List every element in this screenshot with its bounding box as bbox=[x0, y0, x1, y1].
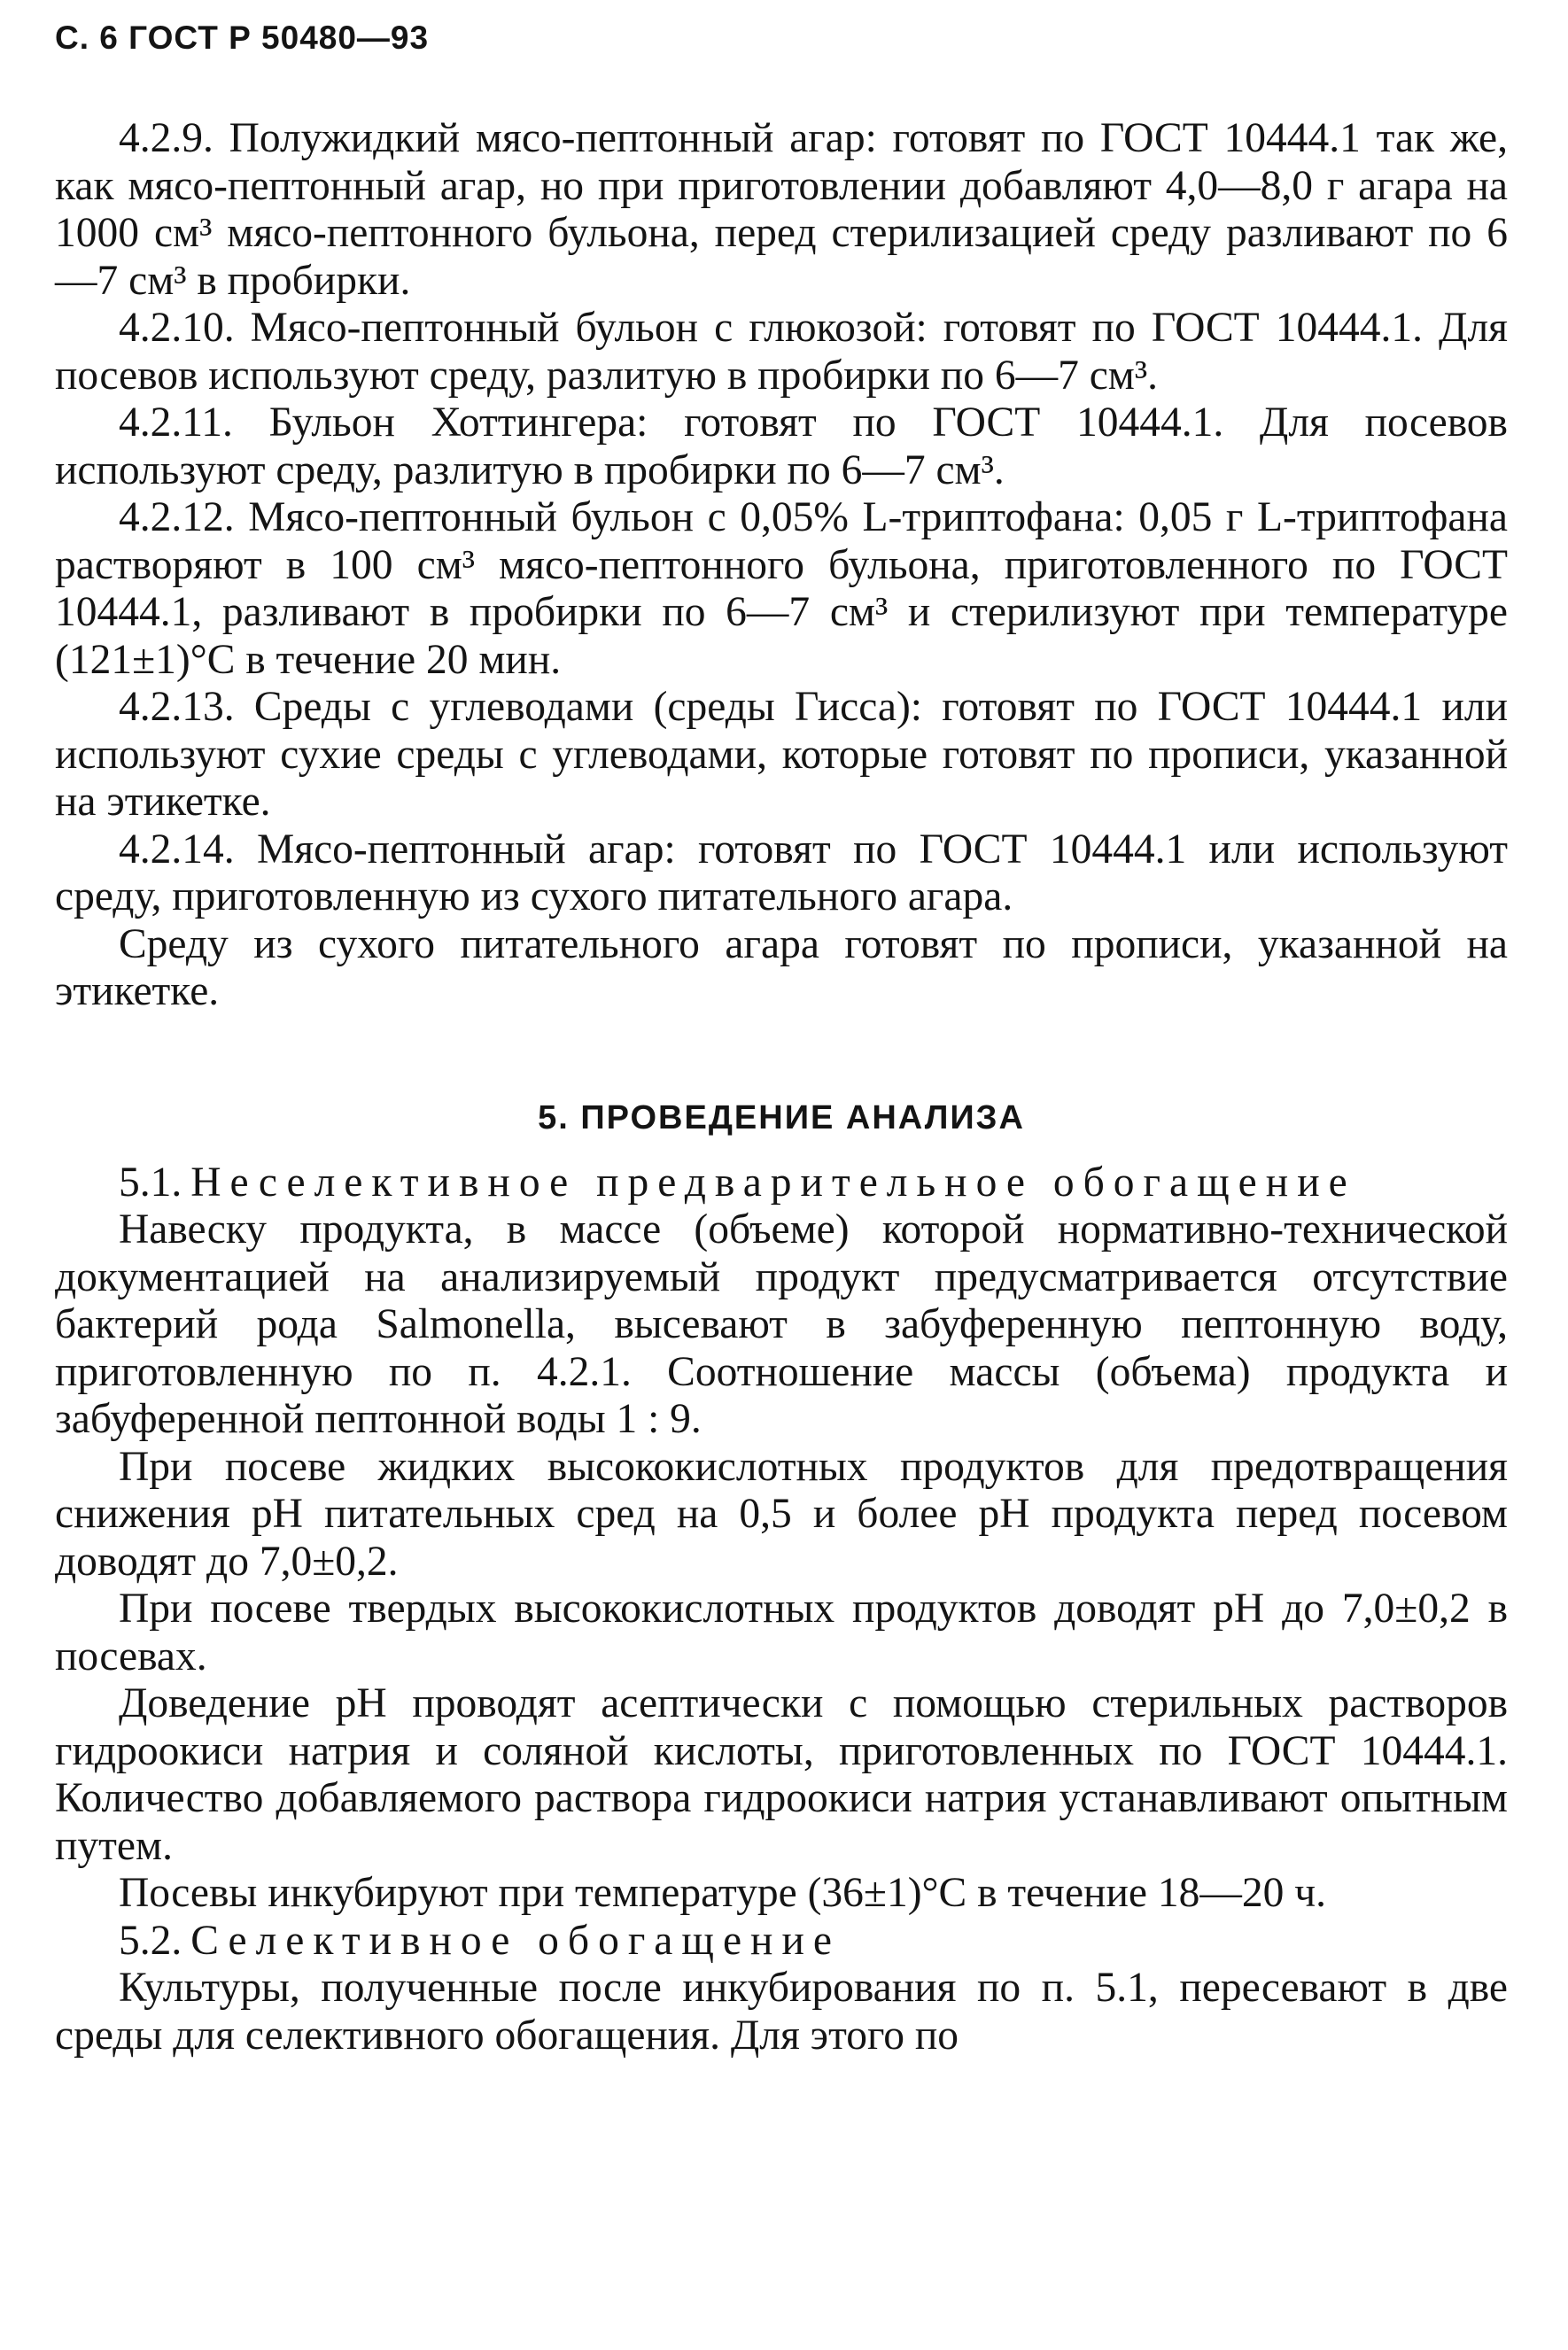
paragraph-4-2-14: 4.2.14. Мясо-пептонный агар: готовят по ГОСТ 10444.1 или используют среду, приготовленную из сухого питательного агара. bbox=[55, 826, 1508, 919]
subsection-5-2-text: Селективное обогащение bbox=[190, 1917, 841, 1964]
paragraph-5-1-liquid: При посеве жидких высококислотных продуктов для предотвращения снижения pH питательных сред на 0,5 и более pH продукта перед посевом доводят до 7,0±0,2. bbox=[55, 1443, 1508, 1585]
paragraph-4-2-13: 4.2.13. Среды с углеводами (среды Гисса): готовят по ГОСТ 10444.1 или используют сухие среды с углеводами, которые готовят по прописи, указанной на этикетке. bbox=[55, 684, 1508, 825]
page-header: С. 6 ГОСТ Р 50480—93 bbox=[55, 19, 430, 56]
paragraph-5-1-incubation: Посевы инкубируют при температуре (36±1)°С в течение 18—20 ч. bbox=[119, 1870, 1326, 1916]
section-heading-5: 5. ПРОВЕДЕНИЕ АНАЛИЗА bbox=[538, 1098, 1025, 1136]
paragraph-5-1-ph-adjust: Доведение pH проводят асептически с помощью стерильных растворов гидроокиси натрия и соляной кислоты, приготовленных по ГОСТ 10444.1. Количество добавляемого раствора гидроокиси натрия устанавливают опытным путем. bbox=[55, 1680, 1508, 1869]
paragraph-4-2-12: 4.2.12. Мясо-пептонный бульон с 0,05% L-триптофана: 0,05 г L-триптофана растворяют в 100 см³ мясо-пептонного бульона, приготовленного по ГОСТ 10444.1, разливают в пробирки по 6—7 см³ и стерилизуют при температуре (121±1)°С в течение 20 мин. bbox=[55, 494, 1508, 683]
paragraph-5-1-solid: При посеве твердых высококислотных продуктов доводят pH до 7,0±0,2 в посевах. bbox=[55, 1586, 1508, 1679]
subsection-5-2-number: 5.2. bbox=[119, 1917, 182, 1964]
paragraph-4-2-11: 4.2.11. Бульон Хоттингера: готовят по ГОСТ 10444.1. Для посевов используют среду, разлитую в пробирки по 6—7 см³. bbox=[55, 399, 1508, 493]
paragraph-dry-agar-note: Среду из сухого питательного агара готовят по прописи, указанной на этикетке. bbox=[55, 920, 1508, 1014]
subsection-5-1-title bbox=[55, 1159, 1508, 1207]
subsection-5-1-text: Неселективное предварительное обогащение bbox=[190, 1159, 1356, 1206]
paragraph-5-1-sample: Навеску продукта, в массе (объеме) которой нормативно-технической документацией на анализируемый продукт предусматривается отсутствие бактерий рода Salmonella, высевают в забуференную пептонную воду, приготовленную по п. 4.2.1. Соотношение массы (объема) продукта и забуференной пептонной воды 1 : 9. bbox=[55, 1206, 1508, 1442]
subsection-5-2-title bbox=[55, 1918, 1508, 1966]
document-body bbox=[55, 115, 1508, 2059]
paragraph-5-2-cultures: Культуры, полученные после инкубирования по п. 5.1, пересевают в две среды для селективного обогащения. Для этого по bbox=[55, 1965, 1508, 2059]
subsection-5-1-number: 5.1. bbox=[119, 1159, 182, 1206]
paragraph-4-2-9: 4.2.9. Полужидкий мясо-пептонный агар: готовят по ГОСТ 10444.1 так же, как мясо-пептонный агар, но при приготовлении добавляют 4,0—8,0 г агара на 1000 см³ мясо-пептонного бульона, перед стерилизацией среду разливают по 6—7 см³ в пробирки. bbox=[55, 115, 1508, 304]
paragraph-4-2-10: 4.2.10. Мясо-пептонный бульон с глюкозой: готовят по ГОСТ 10444.1. Для посевов используют среду, разлитую в пробирки по 6—7 см³. bbox=[55, 305, 1508, 399]
